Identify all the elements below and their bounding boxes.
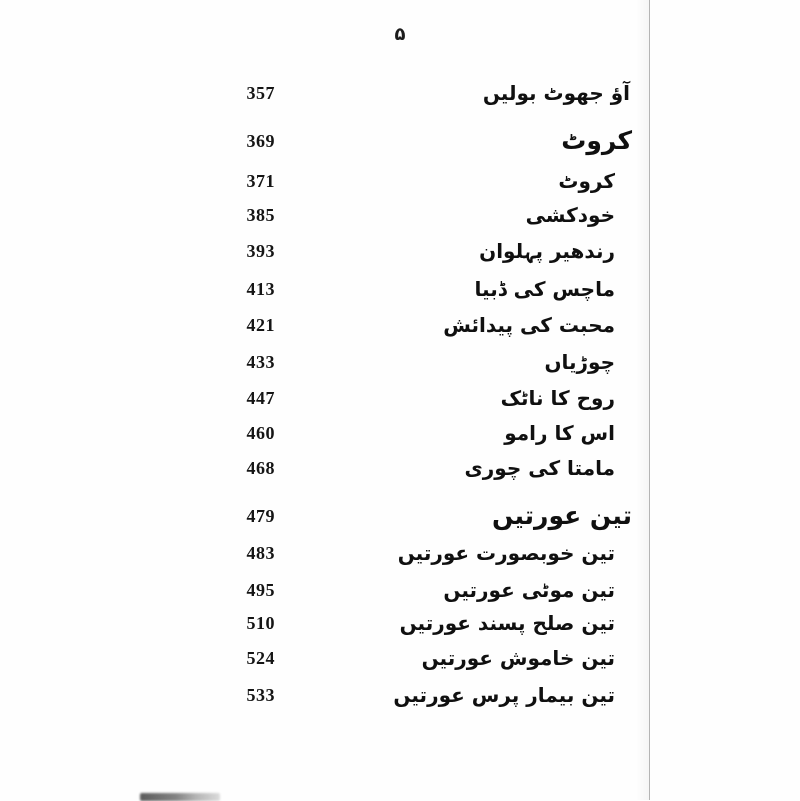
toc-entry-title: رندھیر پہلوان xyxy=(479,239,615,263)
toc-row xyxy=(0,380,800,416)
toc-row xyxy=(0,415,800,451)
toc-entry-title: کروٹ xyxy=(558,169,615,193)
toc-entry-page: 393 xyxy=(246,241,275,261)
toc-row xyxy=(0,233,800,269)
toc-entry-title: چوڑیاں xyxy=(544,350,615,374)
toc-entry-page: 369 xyxy=(246,131,275,151)
toc-row xyxy=(0,271,800,307)
toc-entry-title: تین صلح پسند عورتیں xyxy=(399,611,615,635)
toc-entry-title: خودکشی xyxy=(525,203,615,227)
toc-entry-page: 433 xyxy=(246,352,275,372)
scan-edge-line xyxy=(649,0,650,800)
toc-entry-title: تین موٹی عورتیں xyxy=(443,578,615,602)
toc-entry-page: 357 xyxy=(246,83,275,103)
toc-entry-page: 483 xyxy=(246,543,275,563)
scan-page-edge-shading xyxy=(636,0,649,800)
toc-entry-title: محبت کی پیدائش xyxy=(443,313,615,337)
toc-entry-title: اس کا رامو xyxy=(504,421,615,445)
toc-section-title: تین عورتیں xyxy=(491,501,632,530)
toc-entry-title: مامتا کی چوری xyxy=(464,456,615,480)
toc-entry-page: 468 xyxy=(246,458,275,478)
toc-section-heading-row xyxy=(0,121,800,161)
toc-entry-page: 495 xyxy=(246,580,275,600)
toc-entry-page: 524 xyxy=(246,648,275,668)
toc-section-heading-row xyxy=(0,496,800,536)
toc-entry-page: 510 xyxy=(246,613,275,633)
toc-row xyxy=(0,307,800,343)
toc-entry-title: ماچس کی ڈبیا xyxy=(474,277,615,301)
toc-entry-page: 447 xyxy=(246,388,275,408)
toc-entry-page: 371 xyxy=(246,171,275,191)
toc-row xyxy=(0,163,800,199)
toc-entry-page: 413 xyxy=(246,279,275,299)
toc-row xyxy=(0,344,800,380)
toc-row xyxy=(0,450,800,486)
toc-entry-title: تین خاموش عورتیں xyxy=(421,646,615,670)
toc-row xyxy=(0,605,800,641)
toc-row xyxy=(0,677,800,713)
toc-entry-title: تین خوبصورت عورتیں xyxy=(397,541,615,565)
toc-entry-page: 385 xyxy=(246,205,275,225)
toc-entry-page: 533 xyxy=(246,685,275,705)
toc-row xyxy=(0,75,800,111)
page-number: ۵ xyxy=(394,24,406,45)
toc-section-title: کروٹ xyxy=(561,126,632,155)
toc-entry-title: روح کا ناٹک xyxy=(500,386,615,410)
toc-entry-title: تین بیمار پرس عورتیں xyxy=(393,683,615,707)
toc-entry-page: 479 xyxy=(246,506,275,526)
toc-row xyxy=(0,640,800,676)
toc-entry-title: آؤ جھوٹ بولیں xyxy=(482,81,630,105)
toc-row xyxy=(0,197,800,233)
toc-entry-page: 421 xyxy=(246,315,275,335)
toc-row xyxy=(0,535,800,571)
toc-entry-page: 460 xyxy=(246,423,275,443)
toc-row xyxy=(0,572,800,608)
